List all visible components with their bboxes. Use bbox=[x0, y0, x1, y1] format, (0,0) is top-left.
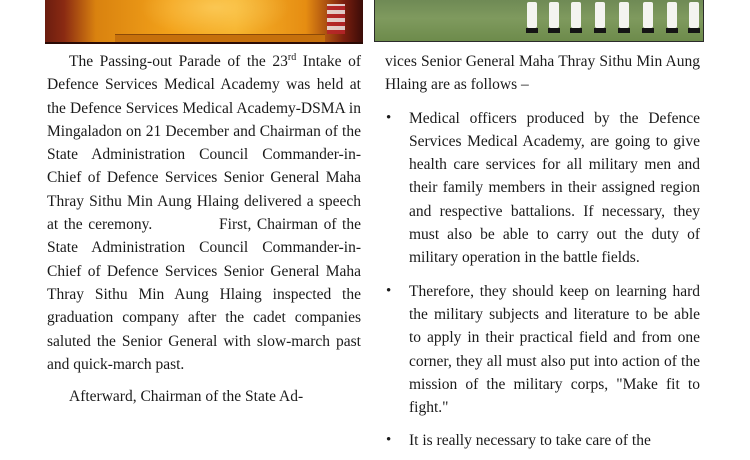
left-text-column bbox=[47, 50, 361, 408]
parade-cadets-photo bbox=[374, 0, 704, 42]
bullet-icon: • bbox=[386, 282, 392, 299]
guidance-item: • It is really necessary to take care of the bbox=[385, 429, 700, 452]
bullet-icon: • bbox=[386, 432, 392, 449]
bell-base bbox=[115, 34, 325, 42]
cadet-group bbox=[525, 0, 700, 40]
decoration-stripes bbox=[327, 4, 345, 34]
guidance-intro: vices Senior General Maha Thray Sithu Min Aung Hlaing are as follows – bbox=[385, 53, 700, 94]
paragraph-afterward: Afterward, Chairman of the State Ad- bbox=[69, 388, 304, 406]
guidance-item: • Therefore, they should keep on learning hard the military subjects and literature to be able to apply in their practical field and from one corner, they all must also put into action of the mission of the military corps, "Make fit to fight." bbox=[385, 280, 700, 420]
guidance-list bbox=[385, 107, 700, 453]
bullet-icon: • bbox=[386, 109, 392, 126]
guidance-item: • Medical officers produced by the Defence Services Medical Academy, are going to give health care services for all military men and their family members in their assigned region and respective battalions. If necessary, they must also be able to carry out the duty of military operation in the battle fields. bbox=[385, 107, 700, 270]
right-text-column bbox=[385, 50, 700, 453]
paragraph-passing-out-parade: The Passing-out Parade of the 23rd Intake of Defence Services Medical Academy was held at the Defence Services Medical Academy-DSMA in Mingaladon on 21 December and Chairman of the State Administration Council Commander-in-Chief of Defence Services Senior General Maha Thray Sithu Min Aung Hlaing delivered a speech at the ceremony. First, Chairman of the State Administration Council Commander-in-Chief of Defence Services Senior General Maha Thray Sithu Min Aung Hlaing inspected the graduation company after the cadet companies saluted the Senior General with slow-march past and quick-march past. bbox=[47, 51, 361, 373]
superscript-ordinal: rd bbox=[287, 51, 297, 63]
bell-highlight bbox=[140, 0, 290, 38]
ceremony-bell-photo bbox=[45, 0, 363, 44]
